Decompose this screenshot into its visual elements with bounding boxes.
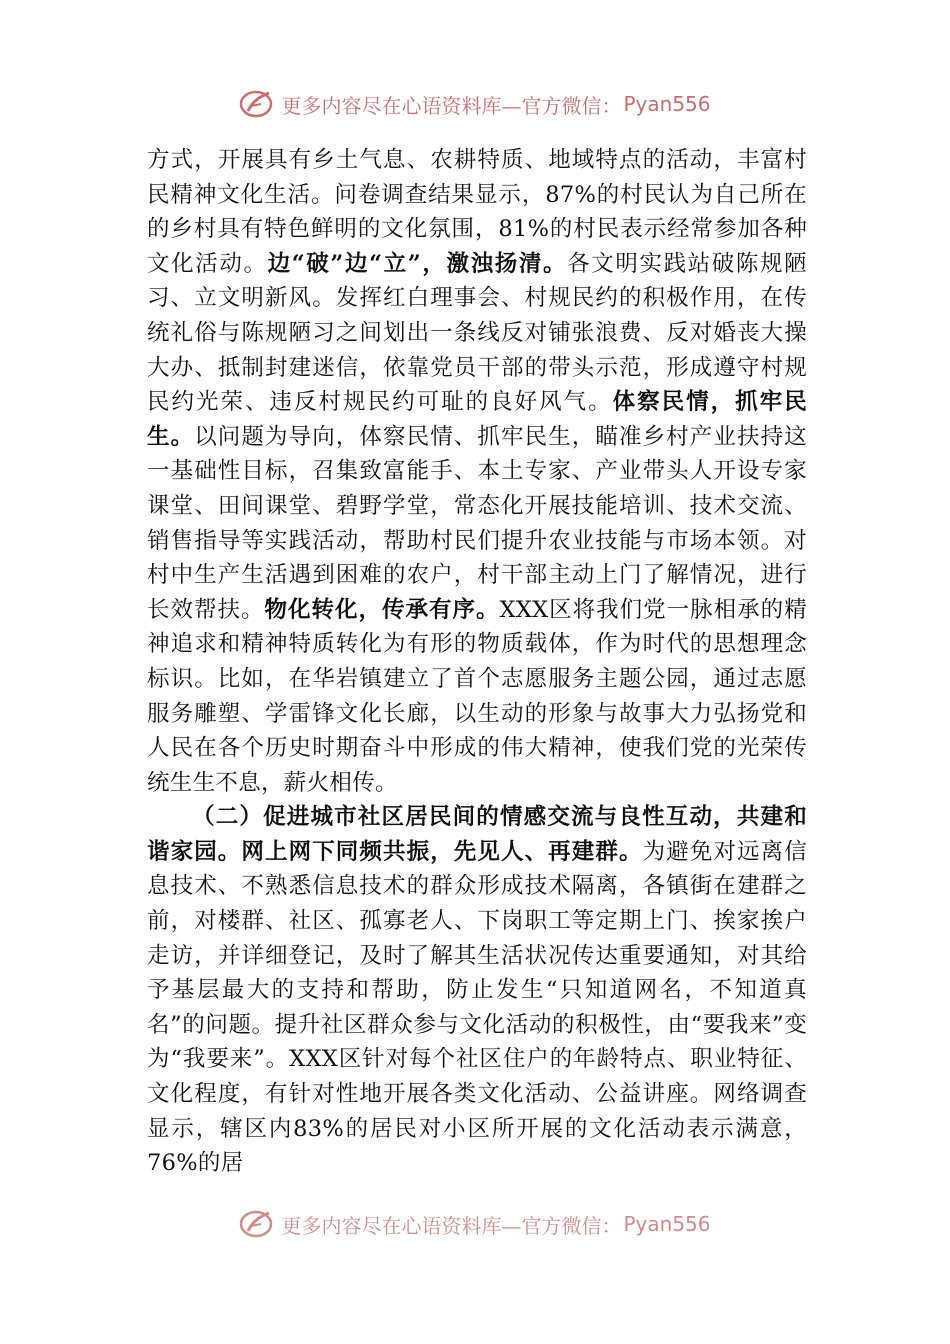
paragraph-urban-community xyxy=(147,800,807,1181)
text-segment: 为避免对远离信息技术、不熟悉信息技术的群众形成技术隔离，各镇街在建群之前，对楼群、社区、孤寡老人、下岗职工等定期上门、挨家挨户走访，并详细登记，及时了解其生活状况传达重要通知，对其给予基层最大的支持和帮助，防止发生“只知道网名，不知道真名”的问题。提升社区群众参与文化活动的积极性，由“要我来”变为“我要来”。XXX区针对每个社区住户的年龄特点、职业特征、文化程度，有针对性地开展各类文化活动、公益讲座。网络调查显示，辖区内83%的居民对小区所开展的文化活动表示满意，76%的居 xyxy=(147,838,807,1177)
watermark-footer xyxy=(0,1204,950,1244)
watermark-logo-icon xyxy=(239,1209,275,1239)
text-segment: 各文明实践站破陈规陋习、立文明新风。发挥红白理事会、村规民约的积极作用，在传统礼俗与陈规陋习之间划出一条线反对铺张浪费、反对婚丧大操大办、抵制封建迷信，依靠党员干部的带头示范，形成遵守村规民约光荣、违反村规民约可耻的良好风气。 xyxy=(147,250,807,416)
watermark-wechat-id: Pyan556 xyxy=(623,1212,711,1236)
bold-section-heading: （二）促进城市社区居民间的情感交流与良性互动，共建和谐家园。网上网下同频共振，先见人、再建群。 xyxy=(147,804,807,865)
watermark-logo-icon xyxy=(239,89,275,119)
bold-heading-materialization: 物化转化，传承有序。 xyxy=(264,596,500,623)
paragraph-rural-culture xyxy=(147,143,807,800)
watermark-text: 更多内容尽在心语资料库—官方微信： xyxy=(281,93,622,118)
watermark-header xyxy=(0,84,950,124)
text-segment: 方式，开展具有乡土气息、农耕特质、地域特点的活动，丰富村民精神文化生活。问卷调查结果显示，87%的村民认为自己所在的乡村具有特色鲜明的文化氛围，81%的村民表示经常参加各种文化活动。 xyxy=(147,147,807,277)
watermark-text: 更多内容尽在心语资料库—官方微信： xyxy=(281,1213,622,1238)
bold-heading-break-and-build: 边“破”边“立”，激浊扬清。 xyxy=(267,250,568,277)
text-segment: XXX区将我们党一脉相承的精神追求和精神特质转化为有形的物质载体，作为时代的思想理念标识。比如，在华岩镇建立了首个志愿服务主题公园，通过志愿服务雕塑、学雷锋文化长廊，以生动的形象与故事大力弘扬党和人民在各个历史时期奋斗中形成的伟大精神，使我们党的光荣传统生生不息，薪火相传。 xyxy=(147,596,807,796)
text-segment: 以问题为导向，体察民情、抓牢民生，瞄准乡村产业扶持这一基础性目标，召集致富能手、本土专家、产业带头人开设专家课堂、田间课堂、碧野学堂，常态化开展技能培训、技术交流、销售指导等实践活动，帮助村民们提升农业技能与市场本领。对村中生产生活遇到困难的农户，村干部主动上门了解情况，进行长效帮扶。 xyxy=(147,423,807,623)
watermark-wechat-id: Pyan556 xyxy=(623,92,711,116)
bold-heading-livelihood: 体察民情，抓牢民生。 xyxy=(147,389,807,450)
document-body xyxy=(147,143,807,1181)
